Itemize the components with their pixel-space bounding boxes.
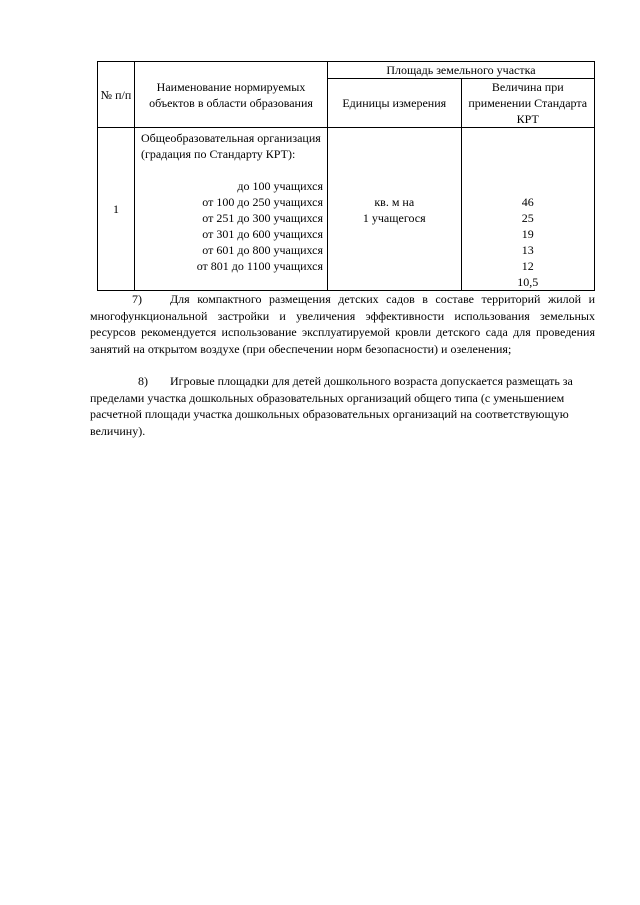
paragraph-7-text: Для компактного размещения детских садов в составе территорий жилой и многофункциональной застройки и увеличения эффективности использования земельных ресурсов рекомендуется использование эксплуатируемой кровли детского сада для проведения занятий на открытом воздухе (при обеспечении норм безопасности) и озеленения; xyxy=(90,292,595,356)
paragraph-8-text: Игровые площадки для детей дошкольного возраста допускается размещать за пределами участка дошкольных образовательных организаций общего типа (с уменьшением расчетной площади участка дошкольных образовательных организаций на соответствующую величину). xyxy=(90,374,573,438)
value-item: 13 xyxy=(521,243,534,257)
gradation-item: от 100 до 250 учащихся xyxy=(202,195,323,209)
row-name xyxy=(135,128,328,291)
header-value xyxy=(461,79,595,128)
value-item: 12 xyxy=(521,259,534,273)
header-units-text: Единицы измерения xyxy=(342,96,447,110)
row-gradations xyxy=(135,178,327,274)
gradation-item: от 251 до 300 учащихся xyxy=(202,211,323,225)
row-unit-line2: 1 учащегося xyxy=(362,211,426,225)
row-num xyxy=(98,128,135,291)
row-num-text: 1 xyxy=(113,202,119,216)
header-name-text: Наименование нормируемых объектов в области образования xyxy=(149,79,313,110)
row-unit xyxy=(328,128,462,291)
paragraph-7 xyxy=(90,291,595,357)
header-units xyxy=(328,79,462,128)
header-name xyxy=(135,62,328,128)
value-item: 46 xyxy=(521,195,534,209)
header-num-text: № п/п xyxy=(100,87,132,102)
paragraph-8-number: 8) xyxy=(138,374,148,388)
header-area-group xyxy=(328,62,595,79)
norms-table xyxy=(97,61,595,291)
header-area-group-text: Площадь земельного участка xyxy=(386,63,536,77)
value-item: 10,5 xyxy=(517,275,539,289)
row-unit-line1: кв. м на xyxy=(374,195,415,209)
gradation-item: от 301 до 600 учащихся xyxy=(202,227,323,241)
gradation-item: от 601 до 800 учащихся xyxy=(202,243,323,257)
row-values xyxy=(461,128,595,291)
value-item: 25 xyxy=(521,211,534,225)
row-name-intro: Общеобразовательная организация (градация по Стандарту КРТ): xyxy=(141,131,321,161)
paragraph-7-number: 7) xyxy=(132,292,142,306)
gradation-item: от 801 до 1100 учащихся xyxy=(196,259,323,273)
table-row xyxy=(98,128,595,291)
paragraph-8 xyxy=(90,373,595,439)
value-item: 19 xyxy=(521,227,534,241)
header-value-text: Величина при применении Стандарта КРТ xyxy=(468,80,588,126)
header-num xyxy=(98,62,135,128)
table-header-row xyxy=(98,62,595,79)
gradation-item: до 100 учащихся xyxy=(237,179,323,193)
